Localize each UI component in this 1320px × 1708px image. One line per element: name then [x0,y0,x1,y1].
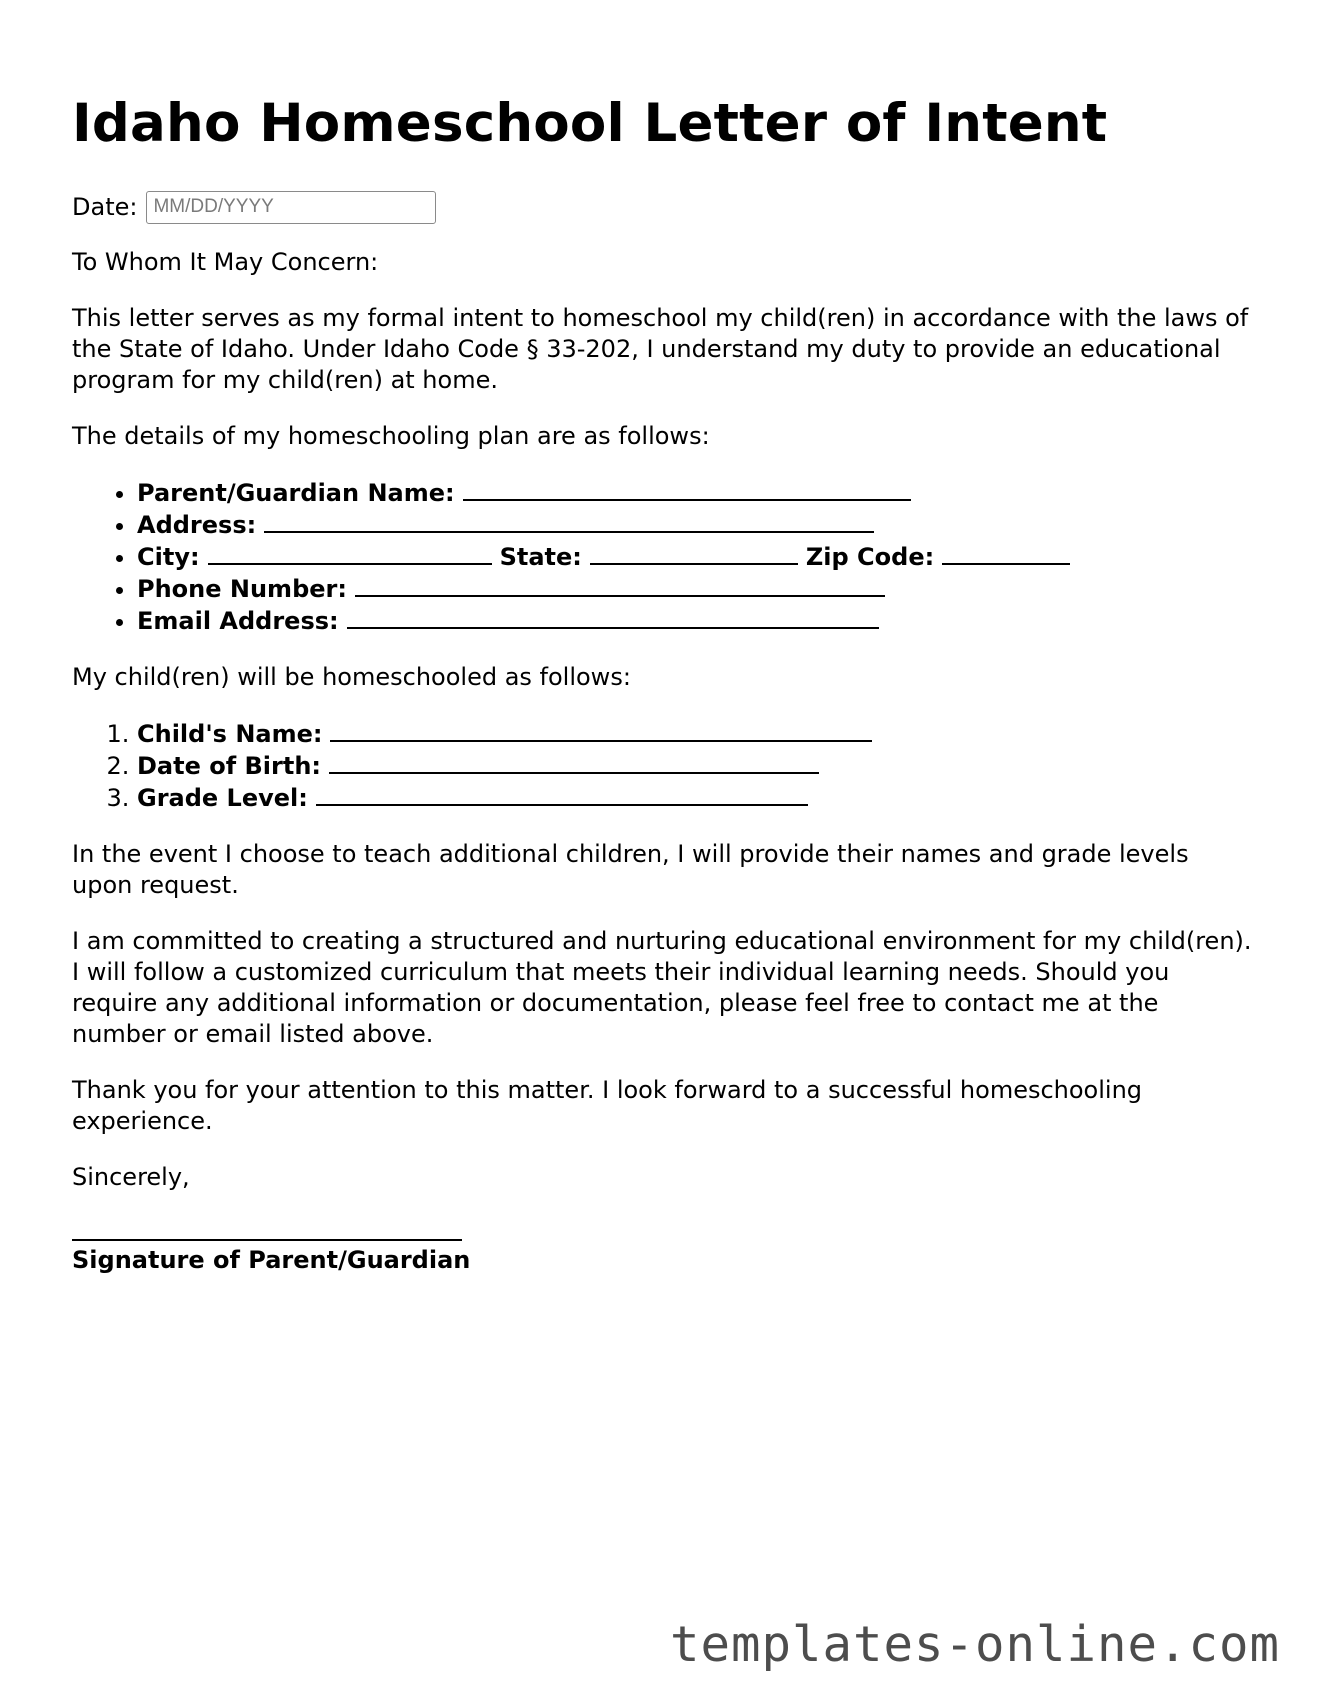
date-row [72,190,1252,224]
list-item [137,718,1252,750]
intro-paragraph: This letter serves as my formal intent to homeschool my child(ren) in accordance with the laws of the State of Idaho. Under Idaho Code § 33-202, I understand my duty to provide an educational program for my child(ren) at home. [72,304,1249,394]
salutation: To Whom It May Concern: [72,248,379,276]
phone-blank[interactable] [355,573,885,597]
address-blank[interactable] [264,509,874,533]
child-name-blank[interactable] [330,718,872,742]
signature-label: Signature of Parent/Guardian [72,1246,471,1274]
letter-page [72,88,1252,1276]
address-label: Address: [137,511,257,539]
dob-label: Date of Birth: [137,752,322,780]
zip-label: Zip Code: [805,543,935,571]
list-item [137,782,1252,814]
list-item [137,750,1252,782]
state-label: State: [499,543,582,571]
phone-label: Phone Number: [137,575,347,603]
list-item [137,509,1252,541]
date-label: Date: [72,193,138,221]
grade-blank[interactable] [316,782,808,806]
list-item [137,477,1252,509]
city-blank[interactable] [208,541,492,565]
additional-children-paragraph: In the event I choose to teach additional children, I will provide their names and grade levels upon request. [72,840,1189,899]
list-item [137,605,1252,637]
email-label: Email Address: [137,607,339,635]
commitment-paragraph: I am committed to creating a structured and nurturing educational environment for my child(ren). I will follow a customized curriculum that meets their individual learning needs. Should you require any additional information or documentation, please feel free to contact me at the number or email listed above. [72,927,1252,1048]
zip-blank[interactable] [942,541,1070,565]
parent-name-label: Parent/Guardian Name: [137,479,455,507]
city-label: City: [137,543,200,571]
dob-blank[interactable] [329,750,819,774]
state-blank[interactable] [590,541,798,565]
signature-line[interactable] [72,1239,462,1241]
list-item [137,541,1252,573]
email-blank[interactable] [347,605,879,629]
grade-label: Grade Level: [137,784,308,812]
date-input[interactable] [146,191,436,224]
child-name-label: Child's Name: [137,720,323,748]
watermark: templates-online.com [669,1616,1280,1673]
child-details-list [72,718,1252,814]
details-intro: The details of my homeschooling plan are as follows: [72,422,710,450]
list-item [137,573,1252,605]
valediction: Sincerely, [72,1163,190,1191]
page-title: Idaho Homeschool Letter of Intent [72,93,1108,154]
parent-name-blank[interactable] [463,477,911,501]
closing-paragraph: Thank you for your attention to this matter. I look forward to a successful homeschooling experience. [72,1076,1143,1135]
parent-details-list [72,477,1252,637]
children-intro: My child(ren) will be homeschooled as follows: [72,663,631,691]
